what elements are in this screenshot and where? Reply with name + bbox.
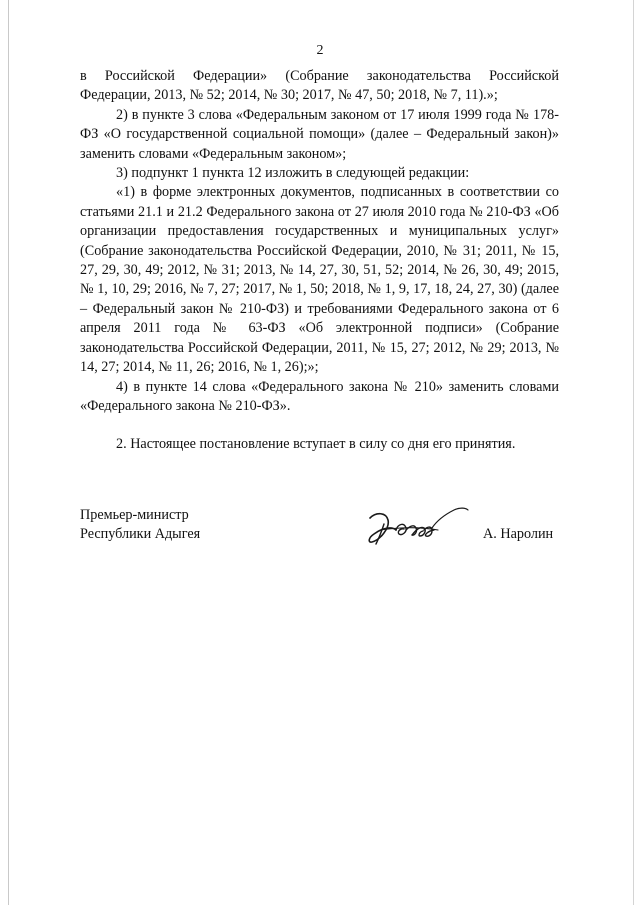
paragraph-item-2: 2) в пункте 3 слова «Федеральным законом от 17 июля 1999 года № 178-ФЗ «О государственной социальной помощи» (далее – Федеральный закон)» заменить словами «Федеральным законом»; bbox=[80, 106, 559, 162]
closing-paragraph: 2. Настоящее постановление вступает в силу со дня его принятия. bbox=[116, 436, 516, 453]
signatory-position-line-2: Республики Адыгея bbox=[80, 526, 201, 542]
handwritten-signature bbox=[362, 500, 472, 552]
signatory-name: А. Наролин bbox=[483, 526, 554, 542]
signatory-position bbox=[80, 506, 300, 544]
page-number: 2 bbox=[316, 43, 324, 58]
scan-edge-right bbox=[633, 0, 634, 905]
paragraph-continuation: в Российской Федерации» (Собрание законодательства Российской Федерации, 2013, № 52; 2014, № 30; 2017, № 47, 50; 2018, № 7, 11).»; bbox=[80, 68, 559, 104]
paragraph-item-4: 4) в пункте 14 слова «Федерального закона № 210» заменить словами «Федерального закона № 210-ФЗ». bbox=[80, 378, 559, 414]
scan-edge-left bbox=[8, 0, 9, 905]
paragraph-quoted-subitem-1: «1) в форме электронных документов, подписанных в соответствии со статьями 21.1 и 21.2 Федерального закона от 27 июля 2010 года № 210-ФЗ «Об организации предоставления государственных и муниципальных услуг» (Собрание законодательства Российской Федерации, 2010, № 31; 2011, № 15, 27, 29, 30, 49; 2012, № 31; 2013, № 14, 27, 30, 51, 52; 2014, № 26, 30, 49; 2015, № 1, 10, 29; 2016, № 7, 27; 2017, № 1, 50; 2018, № 1, 9, 17, 18, 24, 27, 30) (далее – Федеральный закон № 210-ФЗ) и требованиями Федерального закона от 6 апреля 2011 года № 63-ФЗ «Об электронной подписи» (Собрание законодательства Российской Федерации, 2011, № 15, 27; 2012, № 29; 2013, № 14, 27; 2014, № 11, 26; 2016, № 1, 26);»; bbox=[80, 184, 559, 376]
signatory-position-line-1: Премьер-министр bbox=[80, 507, 189, 523]
paragraph-item-3: 3) подпункт 1 пункта 12 изложить в следующей редакции: bbox=[116, 165, 470, 182]
document-body bbox=[80, 67, 559, 455]
